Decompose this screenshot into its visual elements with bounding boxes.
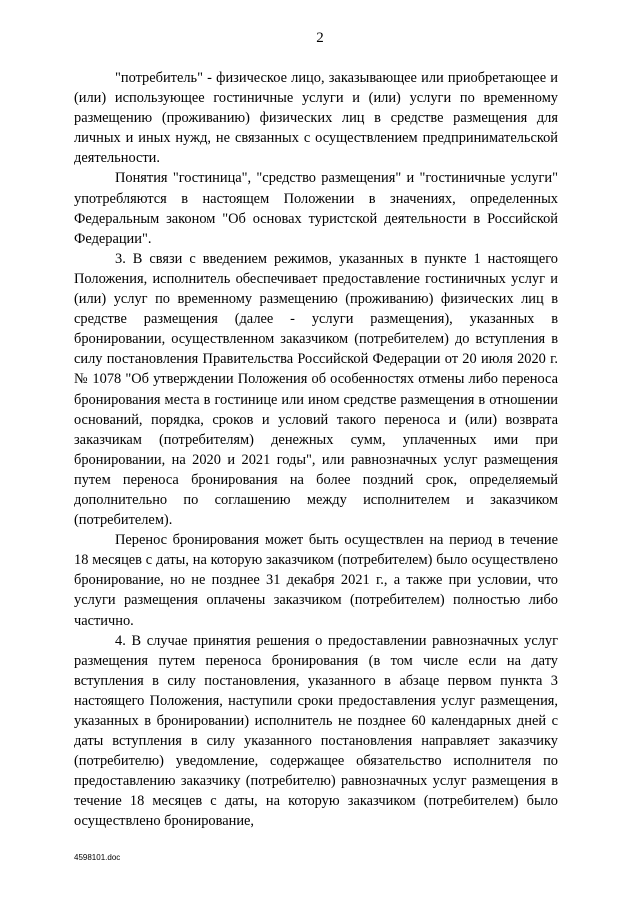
- paragraph-item-3: 3. В связи с введением режимов, указанных в пункте 1 настоящего Положения, исполнитель обеспечивает предоставление гостиничных услуг и (или) услуг по временному размещению (проживанию) физических лиц в средстве размещения (далее - услуги размещения), указанных в бронировании, осуществленном заказчиком (потребителем) до вступления в силу постановления Правительства Российской Федерации от 20 июля 2020 г. № 1078 "Об утверждении Положения об особенностях отмены либо переноса бронирования места в гостинице или ином средстве размещения в отношении оснований, порядка, сроков и условий такого переноса и (или) возврата заказчикам (потребителям) денежных сумм, уплаченных ими при бронировании, на 2020 и 2021 годы", или равнозначных услуг размещения путем переноса бронирования на более поздний срок, определяемый дополнительно по соглашению между исполнителем и заказчиком (потребителем).: [74, 250, 558, 529]
- document-body: [74, 68, 558, 832]
- footer-document-code: 4598101.doc: [74, 853, 121, 862]
- paragraph-item-4: 4. В случае принятия решения о предоставлении равнозначных услуг размещения путем переноса бронирования (в том числе если на дату вступления в силу постановления, указанного в абзаце первом пункта 3 настоящего Положения, наступили сроки предоставления услуг размещения, указанных в бронировании) исполнитель не позднее 60 календарных дней с даты вступления в силу указанного постановления направляет заказчику (потребителю) уведомление, содержащее обязательство исполнителя по предоставлению заказчику (потребителю) равнозначных услуг размещения в течение 18 месяцев с даты, на которую заказчиком (потребителем) было осуществлено бронирование,: [74, 632, 558, 830]
- paragraph-terms: Понятия "гостиница", "средство размещения" и "гостиничные услуги" употребляются в настоящем Положении в значениях, определенных Федеральным законом "Об основах туристской деятельности в Российской Федерации".: [74, 170, 558, 247]
- paragraph-consumer-definition: "потребитель" - физическое лицо, заказывающее или приобретающее и (или) использующее гостиничные услуги и (или) услуги по временному размещению (проживанию) физических лиц в средстве размещения для личных и иных нужд, не связанных с осуществлением предпринимательской деятельности.: [74, 70, 558, 167]
- page-number: 2: [316, 30, 324, 46]
- paragraph-booking-transfer: Перенос бронирования может быть осуществлен на период в течение 18 месяцев с даты, на которую заказчиком (потребителем) было осуществлено бронирование, но не позднее 31 декабря 2021 г., а также при условии, что услуги размещения оплачены заказчиком (потребителем) полностью либо частично.: [74, 532, 558, 629]
